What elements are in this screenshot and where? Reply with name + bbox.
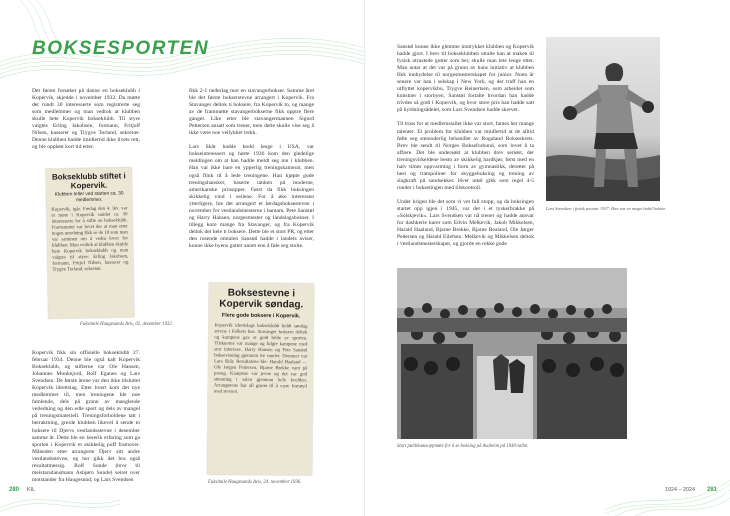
clipping-body: Kopervik idrettslags bokseklubb holdt søndag stevne i Folkets hus. Stavanger boksere deltok og kampene gav et godt bilde av sporten. Tilskuerne var mange og fulgte kampene med stor interesse. Harry Hansen og Pete Sanstøl boksevisning gjennom tre runder. Dommer var Lars Skår. Resultatene ble: Harald Haaland — Ole Jørgen Pedersen, Bjarne Brekke vant på poeng. Kampene var jevne og det var god stemning i salen gjennom hele kvelden. Arrangørene har all grunn til å være fornøyd med stevnet. [213, 323, 308, 395]
paragraph: Sanstøl kunne ikke glemme inntrykket klubben og Kopervik hadde gjort. I brev til bokseklubben uttalte han at maken til fysisk utrustede gutter som her, skulle man lete lenge etter. Man antar at det var på grunn av hans initiativ at klubben fikk innbydelse til norgesmesterskapet for junior. Noen år senere var han i selskap i New York, og der traff han en utflyttet kopervikbu, Trygve Reinertsen, som arbeidet som kunstner i storbyen. Sanstøl fortalte hvordan han hadde trivdes så godt i Kopervik, og hvor store pris han hadde satt på hyldningsådelet, som Lars Svendsen hadde skrevet. [397, 44, 534, 114]
clipping-subtitle: Klubben teller ved starten ca. 30 medlemmer. [54, 191, 124, 204]
clipping-title: Bokseklubb stiftet i Kopervik. [51, 171, 126, 191]
decorative-bottom-lines [605, 470, 730, 516]
paragraph: Kopervik fikk sin offisielle bokseklubb 27. februar 1934. Denne ble også kalt Kopervik Bokseklubb, og stifterne var Ole Hansen, Johannes Munkejord, Rolf Eganes og Lars Svendsen. De første årene var den ikke tilsluttet Kopervik idrettslag. Etter hvert kom det nye medlemmer til, men treningene ble noe famlende, dels på grunn av manglende veiledning og den edle sport og dels av mangel på treningsmateriell. Treningsforholdene tatt i betraktning, greide klubben likevel å sende to boksere til Djervs vestlandsstevne i desember samme år. Dette ble en lærerik erfaring som ga sporten i Kopervik et skikkelig puff framover. Måneden etter arrangerte Djerv sitt andre vestlandsstevne, og her gikk det bra også resultatmessig. Rolf Sunde (bror til meistarsdansmann Asbjørn Sunde) seiret over motstander fra Haugesund, og Lars Svendsen [32, 350, 140, 483]
clipping-body: Kopervik, igår. Fredag den 4. ikv. var et møte i Kopervik samlet ca. 30 interesserte for å stifte en bokseklubb. Framsmøtet var lovet der at man etter nogen utredning fikk se de 10 som man var sammen om å vedta lover for klubben. Man vedtok at klubben skulde hete Kopervik bokseklubb og man valgtes til styre: Erling Jakobsen, formann, Fritjof Nilsen, kasserer og Trygve Torland, sekretær. [51, 206, 129, 273]
clipping-2-caption: Faksimile Haugesunds Avis, 24. november 1936. [208, 480, 302, 485]
decorative-bottom-lines [0, 478, 365, 516]
paragraph: Lars Skår hadde bodd lenge i USA, var bokseinteressert og hørte 1936 kom den gledelige meldingen om at han hadde meldt seg inn i klubben. Han var ikke bare en ypperlig treningskamerat, men også flink til å lede treningene. Han kjøpte gode treningshansker, baserte tanken på moderne, amerikanske prinsipper. Først da fikk boksingen skikkelig vind i seilene. For å øke interessen ytterligere, ble det arrangert et lørdagsboksestevne i november for vestlandsmesterne i bantam, Pete Sanstøl og Harry Hansen, norgesmester og landslagsbokser. I tillegg kom mange fra Stavanger, og fra Kopervik deltok det hele ti boksere. Dette ble et stort PR, og etter den rosende omtalen Sanstøl hadde i landets aviser, kunne ikke byens gutter annet enn å føle seg stolte. [189, 144, 314, 249]
right-page [365, 0, 730, 516]
paragraph: Til tross for at medlemstallet ikke var stort, fantes her mange talenter. Et problem for klubben var imidlertid at de alltid følte seg stemoderlig behandlet av Rogaland Bokseskrets. Brev ble sendt til Norges Bokseforbund, som lovet å ta affære. Det ble undersøkt at klubben drev seriøst, der treningsvirkeldene besto av skikkelig hardkjør, først med en halv times oppvarming i form av gymnastikk, deretter på hest og trampoliner for skyggeboksing og trening av slagkraft på sandsekker. Hver uttøl gikk som regel 4-5 runder i boksetingen med tilskontroll. [397, 121, 534, 191]
clipping-1-caption: Faksimile Haugesunds Avis, 02. desember 1932. [80, 322, 173, 327]
newspaper-clipping-2 [207, 282, 314, 475]
crowd-photo-caption: Stort publikumsoppmøte for å se boksing på Avaheim på 1940-tallet. [397, 444, 529, 449]
paragraph: fikk 2-1 nederlag mot en stavangerbokser. Samme året ble det første bokserstevne arrangert i Kopervik. Fra Stavanger deltok ti boksere, fra Kopervik to, og mange av de frammøtte stavangerbokserne fikk opptre flere ganger. Like etter ble stavangermannen Sigurd Pettersen ansatt som trener, men dette skulle vise seg å ikke være noe vellykket trekk. [189, 88, 314, 137]
page-number-left: 280 [9, 487, 20, 493]
paragraph: Under krigen ble det som vi vet full stopp, og da boksingen startet opp igjen i 1945, var det i et tyskerbrakke på «Solskjevik». Lars Svendsen var nå trener og hadde ansvar for dashkerie karer som Edvin Melkevik, Jakob Mikkelsen, Harald Haaland, Bjarne Brekke, Bjarne Bealand, Ole Jørger Pedersen og Harald Eilefsen. Melkevik og Mikkelsen deltok i vestlandsmesterskapet, og gjorde en rekke gode [397, 198, 534, 248]
page-heading: BOKSESPORTEN [32, 38, 210, 59]
boxer-photo-caption: Lars Svendsen i fysisk posetur 1937. Han var en meget habil bokser. [546, 206, 666, 211]
footer-left-label: KIL [27, 487, 36, 493]
clipping-subtitle: Flere gode boksere i Kopervik. [221, 312, 301, 320]
clipping-title: Boksestevne i Kopervik søndag. [219, 287, 304, 311]
text-column-1b [32, 350, 140, 484]
text-column-1 [32, 88, 140, 151]
page-number-right: 281 [707, 487, 718, 493]
newspaper-clipping-1 [46, 167, 135, 318]
text-column-2 [189, 88, 314, 250]
boxer-photo [546, 37, 660, 201]
paragraph: Det første forsøket på danne en bokseklubb i Kopervik, skjedde i november 1932. Da møtte det rundt 30 interesserte som registrerte seg som medlemmer og man vedtok at klubben skulle hete Kopervik bokseklubb. Til styre valgtes Erling Jakobsen, formann, Fritjolf Nilsen, kasserer og Trygve Torland, sekretær. Denne klubben hadde imidlertid ikke livets rett, og ble oppløst kort tid etter. [32, 88, 140, 151]
crowd-photo [397, 268, 627, 439]
footer-right-label: 1924 – 2024 [665, 487, 695, 493]
text-column-3 [397, 44, 534, 248]
